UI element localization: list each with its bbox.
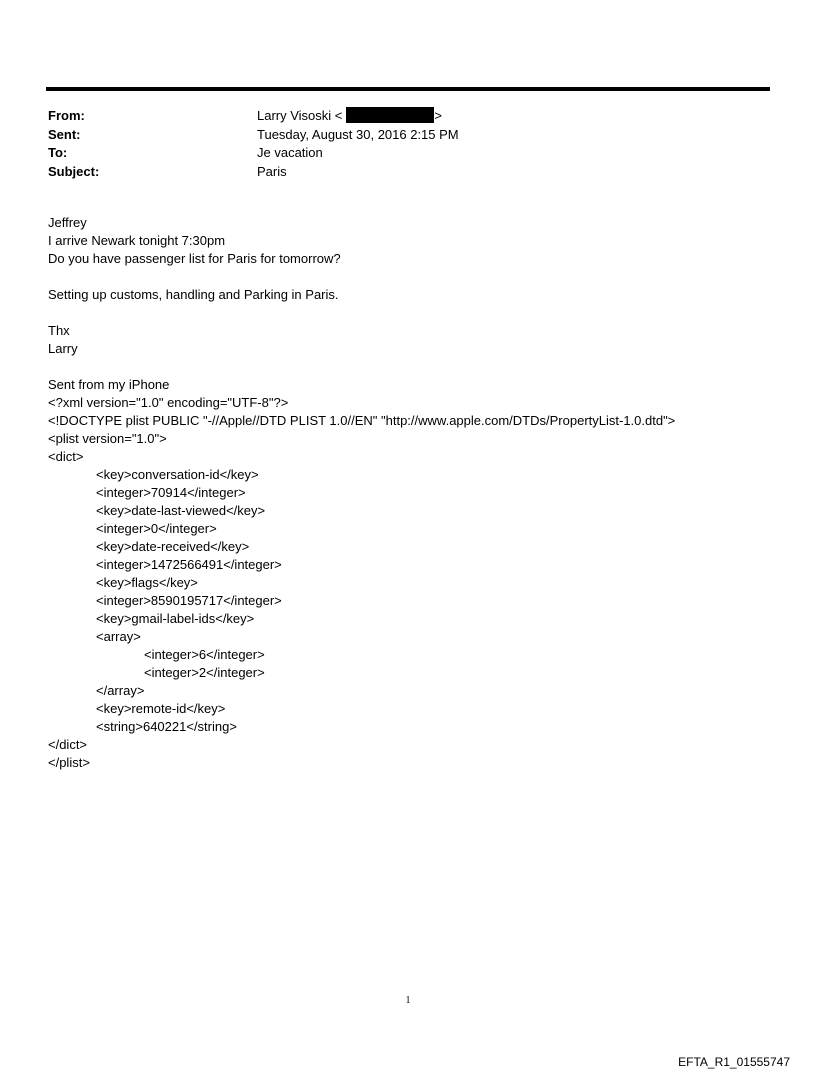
xml-line: <integer>0</integer>	[96, 521, 217, 536]
xml-line: <key>gmail-label-ids</key>	[96, 611, 255, 626]
body-line: Do you have passenger list for Paris for tomorrow?	[48, 251, 341, 266]
body-line: I arrive Newark tonight 7:30pm	[48, 233, 226, 248]
xml-line: </plist>	[48, 755, 90, 770]
xml-line: <integer>2</integer>	[144, 665, 265, 680]
signature-name: Larry	[48, 341, 78, 356]
redaction-box	[346, 107, 434, 123]
xml-line: <plist version="1.0">	[48, 431, 167, 446]
from-suffix: >	[434, 108, 442, 123]
blank-line	[48, 358, 788, 376]
page-number: 1	[405, 995, 411, 1006]
blank-line	[48, 304, 788, 322]
from-name: Larry Visoski <	[257, 108, 343, 123]
xml-line: <string>640221</string>	[96, 719, 237, 734]
xml-line: <integer>1472566491</integer>	[96, 557, 282, 572]
xml-line: <integer>6</integer>	[144, 647, 265, 662]
header-rule	[46, 87, 770, 91]
xml-line: <key>date-last-viewed</key>	[96, 503, 266, 518]
xml-line: <key>date-received</key>	[96, 539, 250, 554]
body-line: Setting up customs, handling and Parking in Paris.	[48, 287, 339, 302]
from-label: From:	[48, 108, 85, 123]
subject-value: Paris	[257, 163, 287, 179]
sent-value: Tuesday, August 30, 2016 2:15 PM	[257, 126, 459, 142]
xml-line: </dict>	[48, 737, 88, 752]
xml-line: <key>flags</key>	[96, 575, 198, 590]
sent-label: Sent:	[48, 126, 81, 142]
xml-line: <?xml version="1.0" encoding="UTF-8"?>	[48, 395, 289, 410]
xml-line: <integer>8590195717</integer>	[96, 593, 282, 608]
email-body	[48, 214, 788, 772]
body-line: Thx	[48, 323, 70, 338]
blank-line	[48, 268, 788, 286]
xml-line: <!DOCTYPE plist PUBLIC "-//Apple//DTD PLIST 1.0//EN" "http://www.apple.com/DTDs/PropertyList-1.0.dtd">	[48, 413, 676, 428]
xml-line: </array>	[96, 683, 145, 698]
subject-label: Subject:	[48, 163, 100, 179]
sent-from-line: Sent from my iPhone	[48, 377, 170, 392]
to-label: To:	[48, 145, 68, 160]
xml-line: <dict>	[48, 449, 84, 464]
xml-line: <key>remote-id</key>	[96, 701, 226, 716]
to-value: Je vacation	[257, 145, 323, 160]
body-line: Jeffrey	[48, 215, 87, 230]
xml-line: <key>conversation-id</key>	[96, 467, 259, 482]
from-value	[257, 107, 442, 126]
xml-line: <integer>70914</integer>	[96, 485, 246, 500]
document-id: EFTA_R1_01555747	[678, 1055, 790, 1069]
xml-line: <array>	[96, 629, 141, 644]
